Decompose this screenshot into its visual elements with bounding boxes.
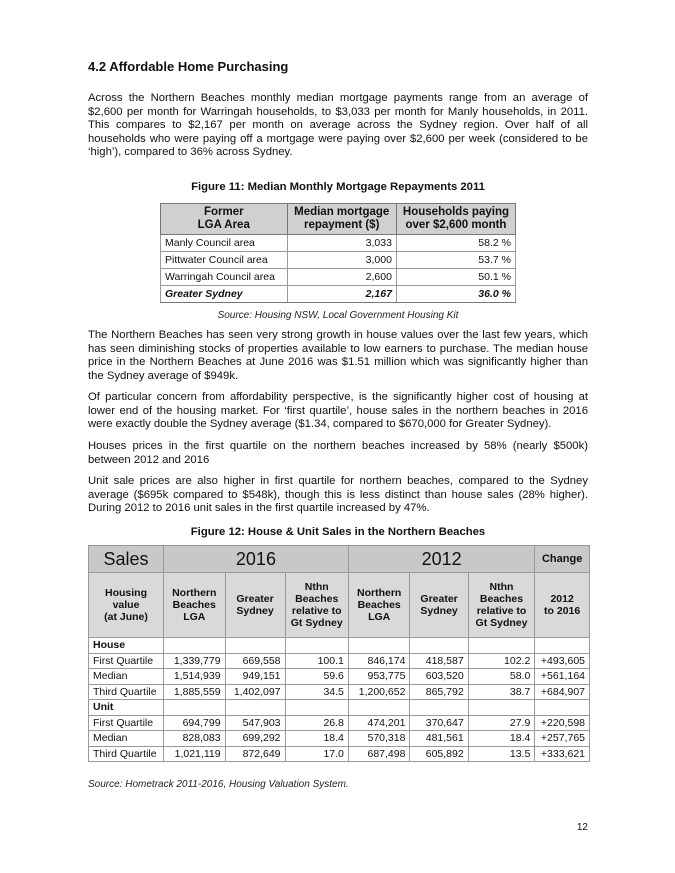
cell: 1,200,652 bbox=[348, 684, 410, 700]
cell: 58.0 bbox=[468, 669, 535, 685]
cell: 1,339,779 bbox=[163, 653, 225, 669]
cell: 865,792 bbox=[410, 684, 468, 700]
cell: +493,605 bbox=[535, 653, 590, 669]
cell: +220,598 bbox=[535, 715, 590, 731]
row-label: Third Quartile bbox=[89, 684, 164, 700]
row-label: First Quartile bbox=[89, 653, 164, 669]
cell: 18.4 bbox=[285, 731, 348, 747]
table-row bbox=[89, 715, 590, 731]
column-header-median-repayment: Median mortgage repayment ($) bbox=[287, 204, 396, 235]
header-sales: Sales bbox=[89, 546, 164, 573]
column-header-relative-2016: Nthn Beaches relative to Gt Sydney bbox=[285, 573, 348, 638]
lga-name: Pittwater Council area bbox=[161, 252, 288, 269]
column-header-relative-2012: Nthn Beaches relative to Gt Sydney bbox=[468, 573, 535, 638]
median-repayment: 3,000 bbox=[287, 252, 396, 269]
households-percent: 53.7 % bbox=[396, 252, 515, 269]
paragraph-mortgage-overview: Across the Northern Beaches monthly median mortgage payments range from an average of $2,600 per month for Warringah households, to $3,033 per month for Manly households, in 2011. This compares to $2,167 per month on average across the Sydney region. Over half of all households who were paying off a mortgage were paying over $2,600 per week (considered to be ‘high’), compared to 36% across Sydney. bbox=[88, 92, 588, 159]
cell: 605,892 bbox=[410, 746, 468, 762]
house-unit-sales-table bbox=[88, 545, 590, 762]
cell: 34.5 bbox=[285, 684, 348, 700]
cell: 687,498 bbox=[348, 746, 410, 762]
median-repayment: 3,033 bbox=[287, 235, 396, 252]
cell: 699,292 bbox=[225, 731, 285, 747]
cell: 1,402,097 bbox=[225, 684, 285, 700]
column-header-lga: Former LGA Area bbox=[161, 204, 288, 235]
header-change: Change bbox=[535, 546, 590, 573]
cell: 38.7 bbox=[468, 684, 535, 700]
table-row bbox=[89, 731, 590, 747]
households-percent: 58.2 % bbox=[396, 235, 515, 252]
lga-name: Manly Council area bbox=[161, 235, 288, 252]
table-row bbox=[89, 746, 590, 762]
mortgage-repayments-table bbox=[160, 203, 516, 303]
cell: 1,021,119 bbox=[163, 746, 225, 762]
table-row bbox=[89, 684, 590, 700]
cell: 570,318 bbox=[348, 731, 410, 747]
cell: 872,649 bbox=[225, 746, 285, 762]
cell: 1,885,559 bbox=[163, 684, 225, 700]
cell: 481,561 bbox=[410, 731, 468, 747]
group-row-house bbox=[89, 638, 590, 654]
header-year-2012: 2012 bbox=[348, 546, 534, 573]
cell: +561,164 bbox=[535, 669, 590, 685]
cell: 59.6 bbox=[285, 669, 348, 685]
table-header-row bbox=[161, 204, 516, 235]
row-label: Third Quartile bbox=[89, 746, 164, 762]
lga-name: Warringah Council area bbox=[161, 269, 288, 286]
table-header-row-years bbox=[89, 546, 590, 573]
cell: 669,558 bbox=[225, 653, 285, 669]
section-heading: 4.2 Affordable Home Purchasing bbox=[88, 59, 289, 74]
table-header-row-columns bbox=[89, 573, 590, 638]
cell: 27.9 bbox=[468, 715, 535, 731]
cell: 828,083 bbox=[163, 731, 225, 747]
row-label: Median bbox=[89, 669, 164, 685]
cell: 603,520 bbox=[410, 669, 468, 685]
cell: +684,907 bbox=[535, 684, 590, 700]
table-row bbox=[161, 269, 516, 286]
row-label: Median bbox=[89, 731, 164, 747]
cell: 100.1 bbox=[285, 653, 348, 669]
row-label: First Quartile bbox=[89, 715, 164, 731]
header-year-2016: 2016 bbox=[163, 546, 348, 573]
column-header-households-over-2600: Households paying over $2,600 month bbox=[396, 204, 515, 235]
figure-11-source: Source: Housing NSW, Local Government Housing Kit bbox=[217, 310, 459, 321]
figure-12-source: Source: Hometrack 2011-2016, Housing Valuation System. bbox=[88, 779, 349, 790]
table-row bbox=[89, 669, 590, 685]
cell: 694,799 bbox=[163, 715, 225, 731]
column-header-greater-sydney-2016: Greater Sydney bbox=[225, 573, 285, 638]
table-row bbox=[161, 235, 516, 252]
cell: 949,151 bbox=[225, 669, 285, 685]
median-repayment: 2,600 bbox=[287, 269, 396, 286]
cell: 846,174 bbox=[348, 653, 410, 669]
column-header-nb-lga-2012: Northern Beaches LGA bbox=[348, 573, 410, 638]
cell: 102.2 bbox=[468, 653, 535, 669]
table-row-total bbox=[161, 286, 516, 303]
cell: 13.5 bbox=[468, 746, 535, 762]
cell: 17.0 bbox=[285, 746, 348, 762]
group-row-unit bbox=[89, 700, 590, 716]
column-header-change-2012-2016: 2012 to 2016 bbox=[535, 573, 590, 638]
table-row bbox=[89, 653, 590, 669]
figure-12-title: Figure 12: House & Unit Sales in the Northern Beaches bbox=[190, 526, 486, 538]
column-header-nb-lga-2016: Northern Beaches LGA bbox=[163, 573, 225, 638]
cell: 370,647 bbox=[410, 715, 468, 731]
median-repayment: 2,167 bbox=[287, 286, 396, 303]
cell: +333,621 bbox=[535, 746, 590, 762]
cell: 474,201 bbox=[348, 715, 410, 731]
paragraph-house-values: The Northern Beaches has seen very strong growth in house values over the last few years, which has seen diminishing stocks of properties available to low earners to purchase. The median house price in the Northern Beaches at June 2016 was $1.51 million which was significantly higher than the Sydney average of $949k. bbox=[88, 329, 588, 382]
group-label: House bbox=[89, 638, 164, 654]
cell: 953,775 bbox=[348, 669, 410, 685]
cell: 18.4 bbox=[468, 731, 535, 747]
column-header-greater-sydney-2012: Greater Sydney bbox=[410, 573, 468, 638]
table-row bbox=[161, 252, 516, 269]
cell: 26.8 bbox=[285, 715, 348, 731]
group-label: Unit bbox=[89, 700, 164, 716]
cell: 547,903 bbox=[225, 715, 285, 731]
page-number: 12 bbox=[576, 822, 588, 833]
paragraph-affordability-concern: Of particular concern from affordability perspective, is the significantly higher cost of housing at lower end of the housing market. For ‘first quartile’, house sales in the northern beaches in 2016 were exactly double the Sydney average ($1.34, compared to $670,000 for Greater Sydney). bbox=[88, 391, 588, 431]
cell: 418,587 bbox=[410, 653, 468, 669]
households-percent: 50.1 % bbox=[396, 269, 515, 286]
paragraph-first-quartile-growth: Houses prices in the first quartile on the northern beaches increased by 58% (nearly $500k) between 2012 and 2016 bbox=[88, 440, 588, 466]
cell: 1,514,939 bbox=[163, 669, 225, 685]
column-header-housing-value: Housing value (at June) bbox=[89, 573, 164, 638]
figure-11-title: Figure 11: Median Monthly Mortgage Repayments 2011 bbox=[191, 181, 485, 193]
households-percent: 36.0 % bbox=[396, 286, 515, 303]
lga-name: Greater Sydney bbox=[161, 286, 288, 303]
paragraph-unit-prices: Unit sale prices are also higher in first quartile for northern beaches, compared to the Sydney average ($695k compared to $548k), though this is less distinct than house sales (28% higher). During 2012 to 2016 unit sales in the first quartile increased by 47%. bbox=[88, 475, 588, 515]
cell: +257,765 bbox=[535, 731, 590, 747]
